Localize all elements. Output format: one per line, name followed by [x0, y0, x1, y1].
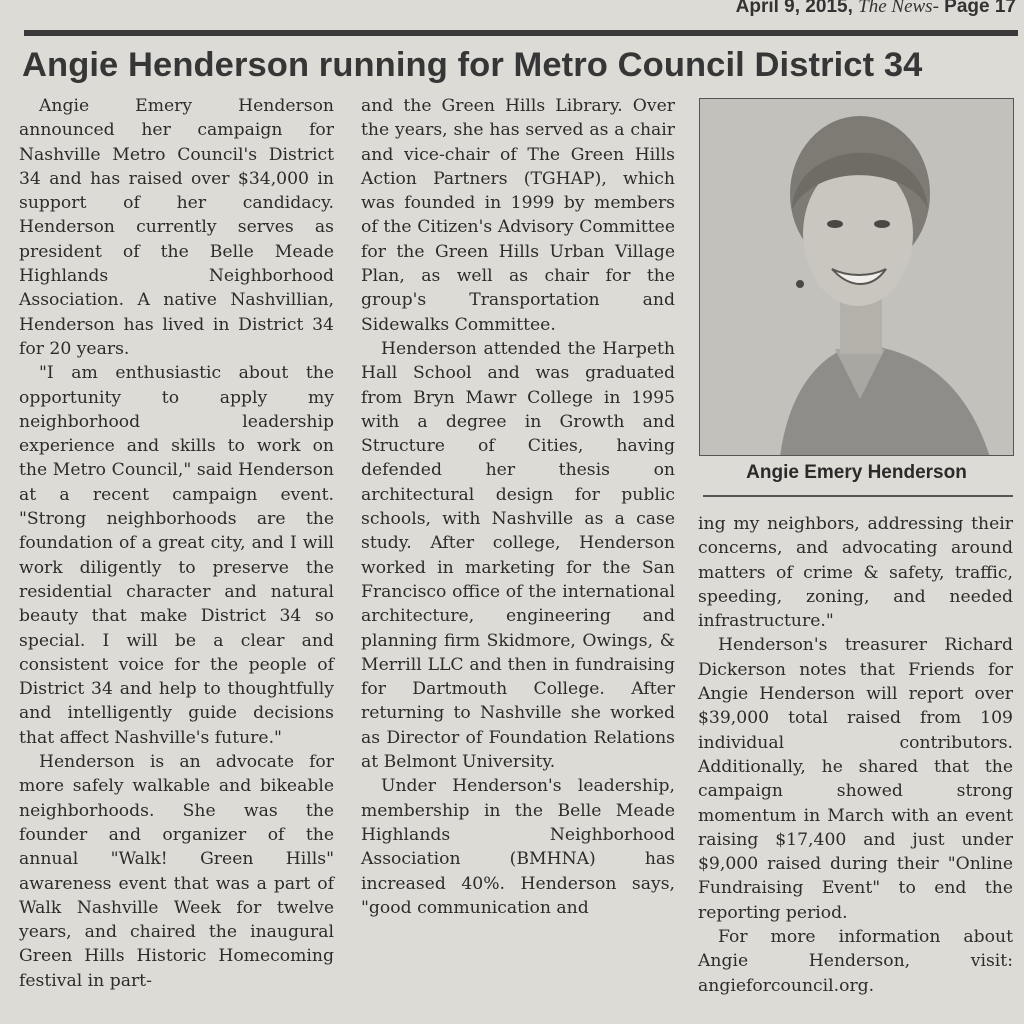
portrait-photo — [699, 98, 1014, 456]
article-headline: Angie Henderson running for Metro Council District 34 — [22, 46, 923, 84]
page-header — [736, 0, 1016, 18]
article-column-2 — [361, 94, 675, 920]
header-page-number: Page 17 — [944, 0, 1016, 17]
portrait-illustration — [700, 99, 1014, 456]
paragraph: ing my neighbors, addressing their concerns, and advocating around matters of crime & safety, traffic, speeding, zoning, and needed infrastructure." — [698, 514, 1013, 632]
paragraph: Under Henderson's leadership, membership in the Belle Meade Highlands Neighborhood Association (BMHNA) has increased 40%. Henderson says, "good communication and — [361, 776, 675, 918]
paragraph: Angie Emery Henderson announced her campaign for Nashville Metro Council's District 34 and has raised over $34,000 in support of her candidacy. Henderson currently serves as president of the Belle Meade Highlands Neighborhood Association. A native Nashvillian, Henderson has lived in District 34 for 20 years. — [19, 96, 334, 359]
paragraph: Henderson attended the Harpeth Hall School and was graduated from Bryn Mawr College in 1995 with a degree in Growth and Structure of Cities, having defended her thesis on architectural design for public schools, with Nashville as a case study. After college, Henderson worked in marketing for the San Francisco office of the international architecture, engineering and planning firm Skidmore, Owings, & Merrill LLC and then in fundraising for Dartmouth College. After returning to Nashville she worked as Director of Foundation Relations at Belmont University. — [361, 338, 675, 773]
paragraph: and the Green Hills Library. Over the years, she has served as a chair and vice-chair of The Green Hills Action Partners (TGHAP), which was founded in 1999 by members of the Citizen's Advisory Committee for the Green Hills Urban Village Plan, as well as chair for the group's Transportation and Sidewalks Committee. — [361, 96, 675, 335]
caption-rule — [703, 495, 1013, 497]
header-date: April 9, 2015, — [735, 0, 853, 17]
article-column-1 — [19, 94, 334, 993]
header-publication: The News- — [858, 0, 939, 17]
article-column-3 — [698, 512, 1013, 998]
paragraph: For more information about Angie Henderson, visit: angieforcouncil.org. — [698, 927, 1013, 996]
photo-caption: Angie Emery Henderson — [746, 462, 967, 483]
header-rule — [24, 30, 1018, 36]
paragraph: Henderson's treasurer Richard Dickerson notes that Friends for Angie Henderson will report over $39,000 total raised from 109 individual contributors. Additionally, he shared that the campaign showed strong momentum in March with an event raising $17,400 and just under $9,000 raised during their "Online Fundraising Event" to end the reporting period. — [698, 635, 1013, 923]
paragraph: "I am enthusiastic about the opportunity to apply my neighborhood leadership experience and skills to work on the Metro Council," said Henderson at a recent campaign event. "Strong neighborhoods are the foundation of a great city, and I will work diligently to preserve the residential character and natural beauty that make District 34 so special. I will be a clear and consistent voice for the people of District 34 and help to thoughtfully and intelligently guide decisions that affect Nashville's future." — [19, 363, 334, 748]
paragraph: Henderson is an advocate for more safely walkable and bikeable neighborhoods. She was the founder and organizer of the annual "Walk! Green Hills" awareness event that was a part of Walk Nashville Week for twelve years, and chaired the inaugural Green Hills Historic Homecoming festival in part- — [19, 752, 334, 991]
